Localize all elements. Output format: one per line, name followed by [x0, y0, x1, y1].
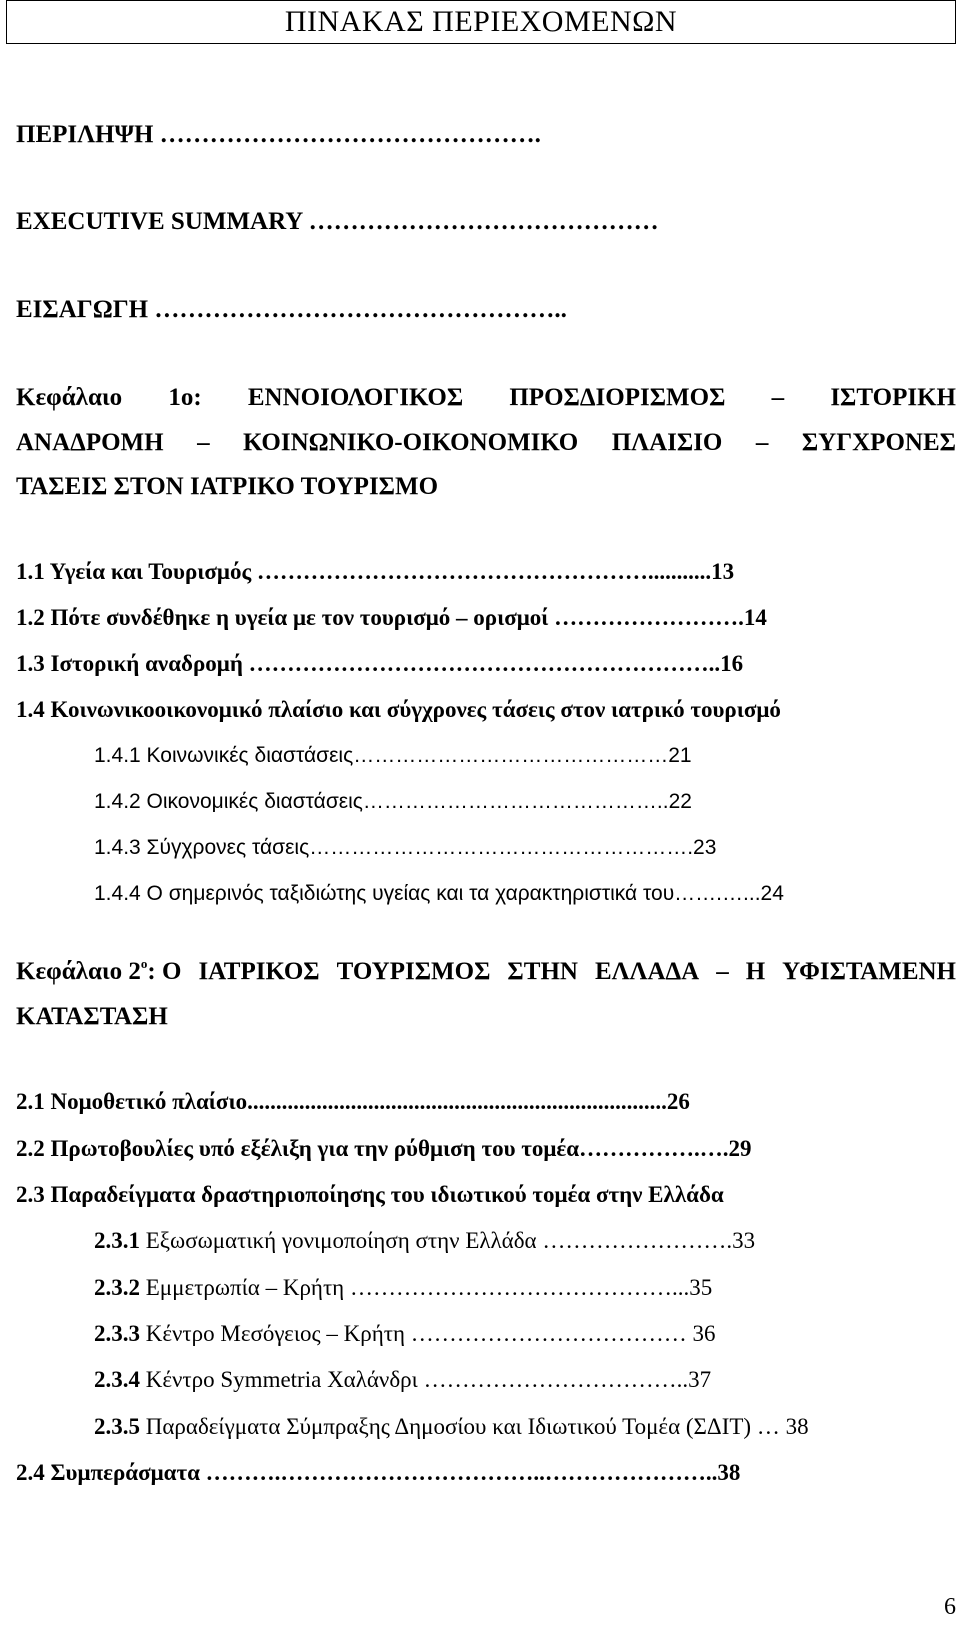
toc-entry-2-3[interactable]: 2.3 Παραδείγματα δραστηριοποίησης του ιδιωτικού τομέα στην Ελλάδα — [16, 1182, 724, 1207]
chapter-2-word: ΤΟΥΡΙΣΜΟΣ — [336, 958, 491, 985]
chapter-1-word: ΑΝΑΔΡΟΜΗ — [16, 429, 164, 456]
chapter-1-word: 1ο: — [168, 384, 202, 411]
toc-entry-2-4[interactable]: 2.4 Συμπεράσματα ……….……………………………..…………………..38 — [16, 1460, 741, 1485]
toc-entry-summary[interactable]: ΠΕΡΙΛΗΨΗ ………………………………………. — [16, 121, 541, 148]
entry-number: 2.3.4 — [94, 1367, 140, 1392]
toc-entry-2-3-1[interactable] — [94, 1229, 755, 1252]
entry-number: 2.3.5 — [94, 1414, 140, 1439]
chapter-1-word: – — [755, 429, 769, 456]
chapter-2-word: ΣΤΗΝ — [507, 958, 578, 985]
chapter-2-line-2: ΚΑΤΑΣΤΑΣΗ — [16, 1003, 168, 1030]
entry-number: 2.3.1 — [94, 1228, 140, 1253]
toc-entry-2-3-4[interactable] — [94, 1368, 711, 1391]
chapter-1-word: ΠΛΑΙΣΙΟ — [611, 429, 723, 456]
toc-entry-2-2[interactable]: 2.2 Πρωτοβουλίες υπό εξέλιξη για την ρύθμιση του τομέα…………….….29 — [16, 1136, 752, 1161]
toc-entry-1-1[interactable]: 1.1 Υγεία και Τουρισμός ……………………………………………...........13 — [16, 559, 735, 584]
chapter-1-line-3: ΤΑΣΕΙΣ ΣΤΟΝ ΙΑΤΡΙΚΟ ΤΟΥΡΙΣΜΟ — [16, 473, 439, 500]
chapter-1-word: ΣΥΓΧΡΟΝΕΣ — [801, 429, 956, 456]
chapter-2-number: Κεφάλαιο 2 — [16, 958, 141, 985]
toc-entry-1-4-2[interactable]: 1.4.2 Οικονομικές διαστάσεις……………………………………..22 — [94, 790, 692, 813]
entry-text: Κέντρο Μεσόγειος – Κρήτη ……………………………… 36 — [140, 1321, 716, 1346]
entry-text: Παραδείγματα Σύμπραξης Δημοσίου και Ιδιωτικού Τομέα (ΣΔΙΤ) … 38 — [140, 1414, 809, 1439]
entry-text: Κέντρο Symmetria Χαλάνδρι ……………………………..37 — [140, 1367, 712, 1392]
chapter-1-word: ΚΟΙΝΩΝΙΚΟ-ΟΙΚΟΝΟΜΙΚΟ — [243, 429, 579, 456]
toc-entry-1-3[interactable]: 1.3 Ιστορική αναδρομή ……………………………………………………..16 — [16, 651, 744, 676]
toc-entry-1-4-3[interactable]: 1.4.3 Σύγχρονες τάσεις……………………………………………….23 — [94, 836, 717, 859]
chapter-1-word: ΠΡΟΣΔΙΟΡΙΣΜΟΣ — [509, 384, 726, 411]
chapter-1-word: Κεφάλαιο — [16, 384, 123, 411]
chapter-2-word: – — [716, 958, 729, 985]
page-number: 6 — [944, 1594, 956, 1620]
toc-entry-1-2[interactable]: 1.2 Πότε συνδέθηκε η υγεία με τον τουρισμό – ορισμοί …………………….14 — [16, 605, 767, 630]
chapter-2-word: ΥΦΙΣΤΑΜΕΝΗ — [782, 958, 956, 985]
toc-entry-introduction[interactable]: ΕΙΣΑΓΩΓΗ ………………………………………….. — [16, 296, 567, 323]
chapter-2-word: Η — [745, 958, 766, 985]
toc-entry-2-1[interactable]: 2.1 Νομοθετικό πλαίσιο.........................................................................26 — [16, 1089, 690, 1114]
page-title: ΠΙΝΑΚΑΣ ΠΕΡΙΕΧΟΜΕΝΩΝ — [6, 0, 956, 44]
toc-entry-2-3-5[interactable] — [94, 1415, 809, 1438]
entry-number: 2.3.3 — [94, 1321, 140, 1346]
chapter-2-word: ΕΛΛΑΔΑ — [594, 958, 700, 985]
chapter-2-sup: ο — [140, 956, 148, 971]
entry-text: Εμμετρωπία – Κρήτη ……………………………………...35 — [140, 1275, 713, 1300]
toc-entry-1-4[interactable]: 1.4 Κοινωνικοοικονομικό πλαίσιο και σύγχρονες τάσεις στον ιατρικό τουρισμό — [16, 697, 781, 722]
entry-number: 2.3.2 — [94, 1275, 140, 1300]
chapter-2-prefix — [16, 958, 181, 986]
toc-entry-1-4-1[interactable]: 1.4.1 Κοινωνικές διαστάσεις………………………………………21 — [94, 744, 692, 767]
toc-entry-1-4-4[interactable]: 1.4.4 Ο σημερινός ταξιδιώτης υγείας και τα χαρακτηριστικά του…….…...24 — [94, 882, 784, 905]
chapter-1-word: – — [771, 384, 785, 411]
chapter-1-word: ΕΝΝΟΙΟΛΟΓΙΚΟΣ — [247, 384, 464, 411]
chapter-1-word: ΙΣΤΟΡΙΚΗ — [830, 384, 956, 411]
chapter-1-word: – — [197, 429, 210, 456]
toc-entry-2-3-2[interactable] — [94, 1276, 712, 1299]
toc-entry-2-3-3[interactable] — [94, 1322, 716, 1345]
entry-text: Εξωσωματική γονιμοποίηση στην Ελλάδα …………………….33 — [140, 1228, 756, 1253]
toc-entry-executive-summary[interactable]: EXECUTIVE SUMMARY …………………………………… — [16, 208, 659, 235]
chapter-2-word: ΙΑΤΡΙΚΟΣ — [198, 958, 320, 985]
chapter-2-word: : Ο — [147, 958, 182, 985]
